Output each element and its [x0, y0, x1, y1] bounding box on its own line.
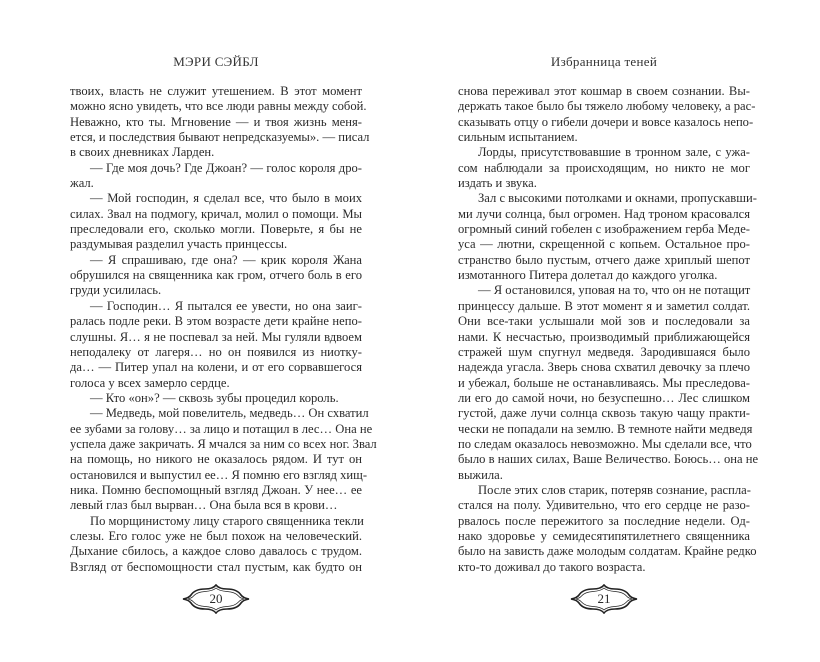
paragraph: [70, 299, 362, 391]
text-line: груди усилилась.: [70, 283, 162, 298]
paragraph: [70, 391, 362, 406]
text-line: — Медведь, мой повелитель, медведь… Он схватил: [90, 406, 369, 421]
text-line: Неважно, кто ты. Мгновение — и твоя жизнь меня-: [70, 114, 362, 129]
page-number-cartouche: [569, 584, 639, 614]
text-line: Лорды, присутствовавшие в тронном зале, с ужа-: [478, 145, 750, 160]
body-text: [70, 84, 377, 575]
text-line: было в наших силах, Ваше Величество. Боюсь… она не: [458, 452, 759, 467]
text-line: нако здоровье у семидесятипятилетнего священника: [458, 528, 750, 543]
text-line: успела даже закричать. Я мчался за ним со всех ног. Звал: [70, 436, 377, 451]
page-number-cartouche: [181, 584, 251, 614]
paragraph: [458, 482, 757, 575]
text-line: издать и звука.: [458, 176, 537, 191]
text-line: обрушился на священника как гром, отчего боль в его: [70, 268, 362, 283]
text-line: сом наблюдали за происходящим, но никто не мог: [458, 160, 750, 175]
text-line: раздумывая разделил участь принцессы.: [70, 237, 288, 252]
text-line: и убежал, больше не останавливаясь. Мы преследова-: [458, 375, 750, 390]
running-head-author: МЭРИ СЭЙБЛ: [173, 54, 259, 69]
text-line: жал.: [70, 176, 94, 191]
text-line: ника. Помню беспомощный взгляд Джоан. У нее… ее: [70, 482, 362, 497]
text-line: сказывать отцу о гибели дочери и вовсе казалось непо-: [458, 114, 754, 129]
text-line: держать такое было бы тяжело любому человеку, а рас-: [458, 99, 756, 114]
text-line: ется, и последствия бывают непредсказуемы». — писал: [70, 130, 370, 145]
body-text: [458, 84, 759, 575]
text-line: Дыхание сбилось, а каждое слово давалось с трудом.: [70, 544, 362, 559]
text-line: стался на полу. Удивительно, что его сердце не разо-: [458, 498, 750, 513]
text-line: чески не попадали на землю. В темноте найти медведя: [458, 421, 753, 436]
text-line: на помощь, но никого не оказалось рядом. И тут он: [70, 452, 362, 467]
text-line: ее зубами за голову… за лицо и потащил в лес… Она не: [70, 421, 373, 436]
running-head-title: Избранница теней: [550, 54, 658, 69]
text-line: сильным испытанием.: [458, 130, 578, 145]
text-line: странство было пустым, отчего даже хриплый шепот: [458, 252, 750, 267]
text-line: неподалеку от лагеря… но он появился из ниотку-: [70, 344, 362, 359]
paragraph: [458, 191, 757, 283]
page-number: 20: [209, 591, 223, 606]
paragraph: [458, 145, 750, 191]
text-line: принцессу дальше. В этот момент я и заметил солдат.: [458, 298, 750, 313]
text-line: выжила.: [458, 467, 503, 482]
text-line: Они все-таки услышали мой зов и последовали за: [458, 314, 750, 329]
text-line: огромный синий гобелен с изображением герба Меде-: [458, 222, 750, 237]
text-line: снова переживал этот кошмар в своем сознании. Вы-: [458, 84, 750, 98]
text-line: ралась подле реки. В этом возрасте дети крайне непо-: [70, 314, 362, 329]
text-line: остановился и выпустил ее… Я помню его взгляд хищ-: [70, 467, 368, 482]
text-line: — Где моя дочь? Где Джоан? — голос короля дро-: [90, 160, 362, 175]
text-line: слезы. Его голос уже не был похож на человеческий.: [70, 528, 362, 543]
page-number: 21: [597, 591, 611, 606]
paragraph: [70, 253, 362, 299]
text-line: После этих слов старик, потеряв сознание, распла-: [478, 482, 751, 497]
text-line: голоса у всех замерло сердце.: [70, 375, 230, 390]
text-line: По морщинистому лицу старого священника текли: [90, 513, 364, 528]
paragraph: [458, 283, 759, 482]
text-line: — Господин… Я пытался ее увести, но она заиг-: [90, 298, 362, 313]
text-line: Зал с высокими потолками и окнами, пропускавши-: [478, 191, 757, 206]
text-line: уса — лютни, скрещенной с копьем. Остальное про-: [458, 237, 750, 252]
text-line: густой, даже лучи солнца сквозь такую чащу практи-: [458, 406, 750, 421]
text-line: — Я спрашиваю, где она? — крик короля Жана: [90, 252, 362, 267]
right-page: [410, 0, 820, 662]
text-line: Взгляд от беспомощности стал пустым, как будто он: [70, 559, 362, 574]
text-line: левый глаз был вырван… Она была вся в крови…: [70, 498, 338, 513]
text-line: — Мой господин, я сделал все, что было в моих: [90, 191, 362, 206]
text-line: слушны. Я… я не поспевал за ней. Мы гуляли вдвоем: [70, 329, 362, 344]
paragraph: [70, 84, 370, 161]
paragraph: [70, 406, 377, 513]
text-line: в своих дневниках Ларден.: [70, 145, 215, 160]
paragraph: [70, 191, 362, 252]
text-line: — Я остановился, уповая на то, что он не потащит: [478, 283, 751, 298]
text-line: преследовали его, сколько могли. Поверьте, я бы не: [70, 222, 362, 237]
text-line: да… — Питер упал на колени, и от его сорвавшегося: [70, 360, 362, 375]
paragraph: [458, 84, 756, 145]
text-line: — Кто «он»? — сквозь зубы процедил король.: [90, 390, 339, 405]
paragraph: [70, 161, 362, 192]
text-line: измотанного Питера долетал до каждого уголка.: [458, 268, 718, 283]
text-line: надежда угасла. Зверь снова схватил девочку за плечо: [458, 360, 750, 375]
text-line: твоих, власть не служит утешением. В этот момент: [70, 84, 362, 98]
text-line: по следам оказалось невозможно. Мы сделали все, что: [458, 436, 752, 451]
text-line: можно ясно увидеть, что все люди равны между собой.: [70, 99, 367, 114]
text-line: стражей шум спугнул медведя. Зародившаяся было: [458, 344, 750, 359]
text-line: было на зависть даже молодым солдатам. Крайне редко: [458, 544, 757, 559]
text-line: ми лучи солнца, был огромен. Над троном красовался: [458, 206, 750, 221]
text-line: нами. К несчастью, производимый приближающейся: [458, 329, 750, 344]
text-line: кто-то доживал до такого возраста.: [458, 559, 646, 574]
text-line: рвалось после пережитого за последние недели. Од-: [458, 513, 750, 528]
paragraph: [70, 514, 362, 575]
text-line: ли его до самой ночи, но безуспешно… Лес слишком: [458, 390, 750, 405]
text-line: силах. Звал на подмогу, кричал, молил о помощи. Мы: [70, 206, 362, 221]
